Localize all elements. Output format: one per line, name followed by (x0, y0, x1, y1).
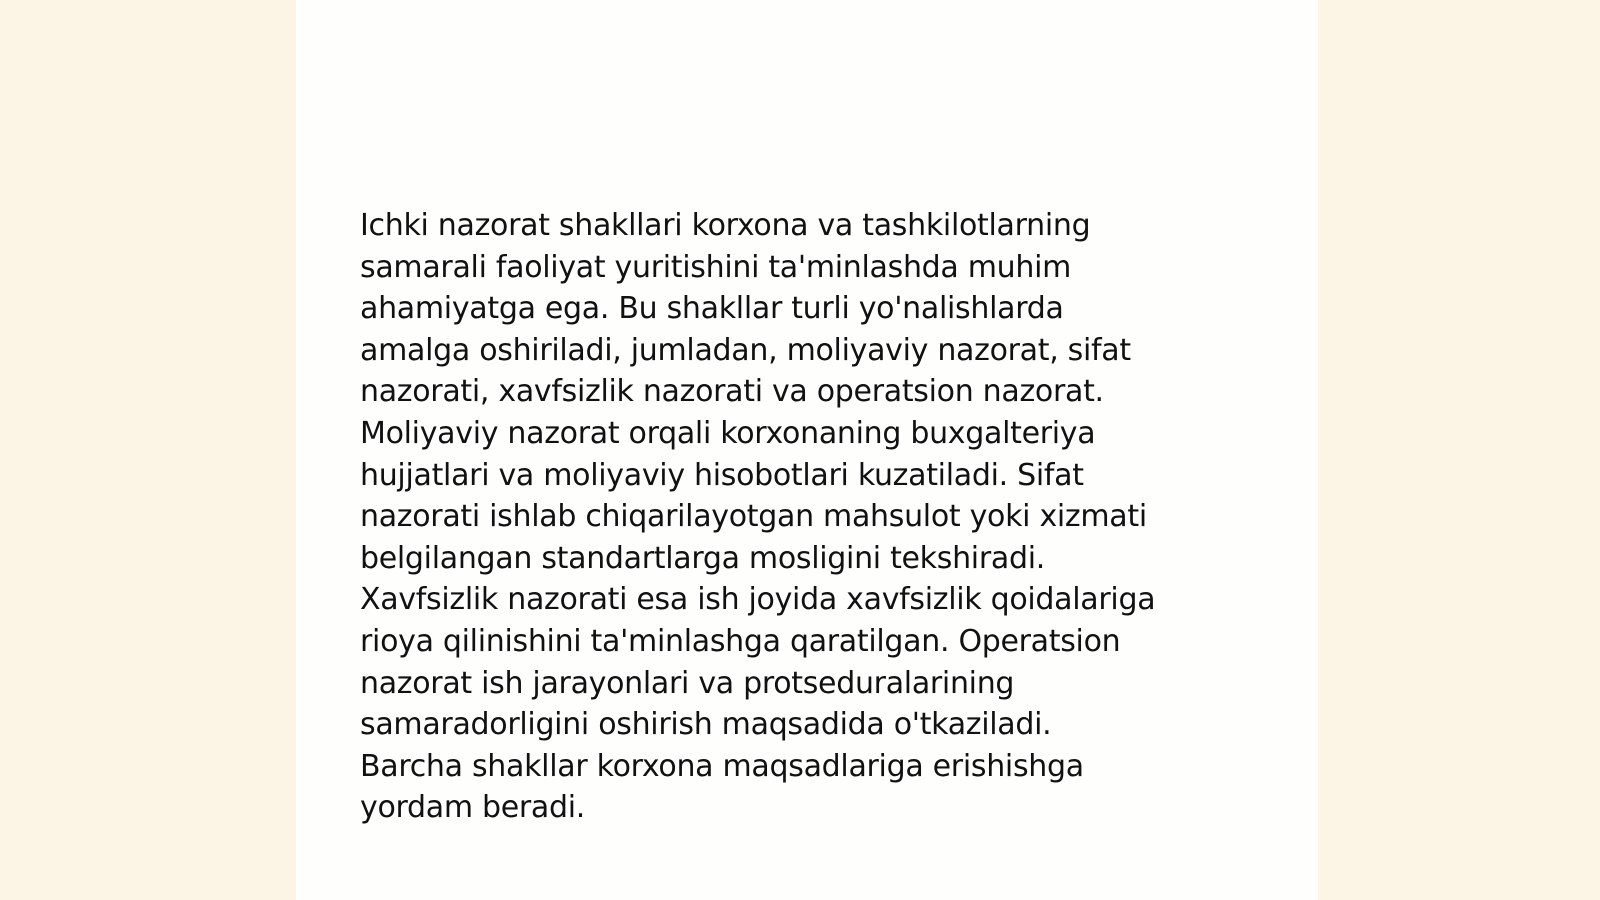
paragraph-line: nazorat ish jarayonlari va protseduralarining (360, 665, 1015, 701)
paragraph-line: samaradorligini oshirish maqsadida o'tkaziladi. (360, 707, 1052, 743)
paragraph-line: yordam beradi. (360, 790, 586, 826)
paragraph-line: Ichki nazorat shakllari korxona va tashkilotlarning (360, 208, 1091, 243)
paragraph-line: rioya qilinishini ta'minlashga qaratilgan. Operatsion (360, 623, 1121, 659)
paragraph-line: amalga oshiriladi, jumladan, moliyaviy nazorat, sifat (360, 332, 1131, 368)
paragraph-line: Moliyaviy nazorat orqali korxonaning buxgalteriya (360, 415, 1096, 451)
document-page (296, 0, 1318, 900)
paragraph-line: ahamiyatga ega. Bu shakllar turli yo'nalishlarda (360, 291, 1064, 327)
paragraph-line: nazorati, xavfsizlik nazorati va operatsion nazorat. (360, 374, 1104, 410)
paragraph-line: samarali faoliyat yuritishini ta'minlashda muhim (360, 249, 1072, 285)
paragraph-line: nazorati ishlab chiqarilayotgan mahsulot yoki xizmati (360, 499, 1147, 535)
paragraph-line: Barcha shakllar korxona maqsadlariga erishishga (360, 748, 1084, 784)
body-paragraph (360, 205, 1260, 829)
paragraph-line: belgilangan standartlarga mosligini tekshiradi. (360, 540, 1045, 576)
paragraph-line: hujjatlari va moliyaviy hisobotlari kuzatiladi. Sifat (360, 457, 1084, 493)
paragraph-line: Xavfsizlik nazorati esa ish joyida xavfsizlik qoidalariga (360, 582, 1156, 618)
